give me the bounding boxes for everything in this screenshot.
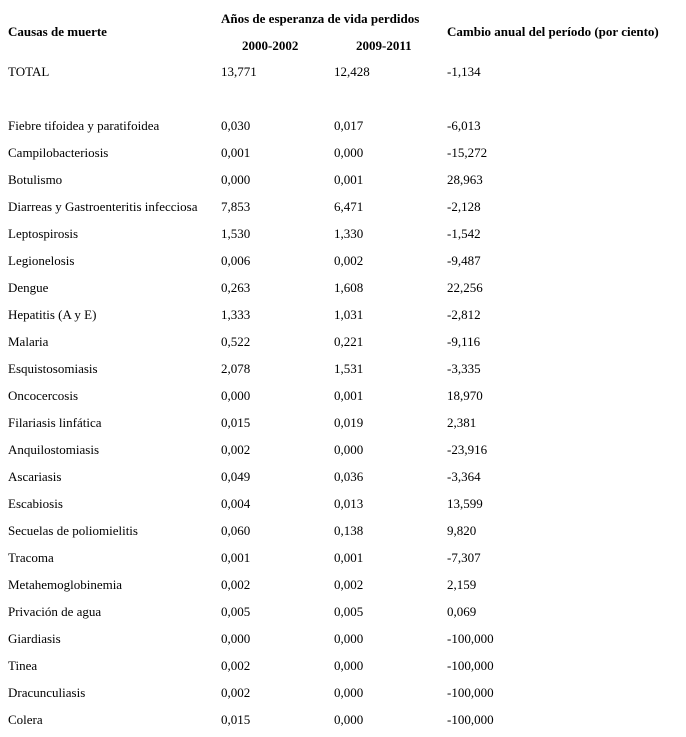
cell-cause: Leptospirosis [8,226,79,241]
cell-period1: 0,002 [221,442,251,457]
cell-period1: 0,004 [221,496,251,511]
cell-change: 2,381 [447,415,477,430]
table-row [0,145,686,161]
table-row [0,226,686,242]
table-row [0,361,686,377]
total-change: -1,134 [447,64,481,79]
cell-change: -9,487 [447,253,481,268]
header-annual-change: Cambio anual del período (por ciento) [447,24,659,39]
cell-period1: 0,002 [221,577,251,592]
cell-cause: Fiebre tifoidea y paratifoidea [8,118,160,133]
table-row [0,550,686,566]
cell-change: -3,364 [447,469,481,484]
cell-cause: Dracunculiasis [8,685,86,700]
cell-period1: 0,001 [221,550,251,565]
cell-period2: 0,036 [334,469,364,484]
cell-period2: 0,000 [334,631,364,646]
cell-change: -3,335 [447,361,481,376]
cell-change: 0,069 [447,604,477,619]
cell-cause: Malaria [8,334,49,349]
cell-change: 28,963 [447,172,483,187]
cell-change: -100,000 [447,631,494,646]
cell-period1: 2,078 [221,361,251,376]
cell-period2: 0,005 [334,604,364,619]
table-row [0,307,686,323]
cell-cause: Secuelas de poliomielitis [8,523,138,538]
cell-cause: Campilobacteriosis [8,145,109,160]
cell-period1: 7,853 [221,199,251,214]
cell-cause: Anquilostomiasis [8,442,100,457]
cell-cause: Privación de agua [8,604,102,619]
header-years-lost: Años de esperanza de vida perdidos [221,11,420,26]
cell-period2: 0,002 [334,253,364,268]
cell-cause: Colera [8,712,43,727]
total-period1: 13,771 [221,64,257,79]
cell-period1: 0,000 [221,388,251,403]
cell-period1: 0,002 [221,685,251,700]
cell-cause: Oncocercosis [8,388,79,403]
cell-period1: 0,049 [221,469,251,484]
cell-change: -15,272 [447,145,488,160]
cell-change: -100,000 [447,712,494,727]
cell-period2: 0,000 [334,658,364,673]
table-row [0,199,686,215]
cell-cause: Tinea [8,658,38,673]
cell-period1: 0,001 [221,145,251,160]
cell-cause: Escabiosis [8,496,63,511]
table-row [0,415,686,431]
cell-change: -6,013 [447,118,481,133]
cell-cause: Giardiasis [8,631,61,646]
cell-period1: 1,333 [221,307,251,322]
cell-period2: 0,019 [334,415,364,430]
cell-change: -23,916 [447,442,488,457]
cell-cause: Ascariasis [8,469,62,484]
cell-period1: 0,005 [221,604,251,619]
cell-period2: 0,000 [334,145,364,160]
total-label: TOTAL [8,64,50,79]
cell-cause: Filariasis linfática [8,415,102,430]
cell-period2: 0,000 [334,712,364,727]
cell-change: 2,159 [447,577,477,592]
cell-period2: 1,330 [334,226,364,241]
cell-period2: 0,017 [334,118,364,133]
cell-period1: 0,030 [221,118,251,133]
cell-period1: 0,002 [221,658,251,673]
table-row [0,253,686,269]
cell-period2: 0,013 [334,496,364,511]
cell-cause: Botulismo [8,172,63,187]
table-row [0,280,686,296]
cell-change: -100,000 [447,658,494,673]
cell-period2: 1,531 [334,361,364,376]
cell-cause: Legionelosis [8,253,75,268]
table-row [0,658,686,674]
cell-cause: Dengue [8,280,49,295]
cell-period2: 0,000 [334,442,364,457]
table-row [0,712,686,728]
cell-period1: 0,006 [221,253,251,268]
table-row [0,577,686,593]
cell-change: -9,116 [447,334,481,349]
cell-change: -1,542 [447,226,481,241]
cell-period2: 0,001 [334,388,364,403]
cell-period2: 0,001 [334,172,364,187]
table-row [0,442,686,458]
table-row [0,334,686,350]
header-causes: Causas de muerte [8,24,107,39]
cell-cause: Tracoma [8,550,54,565]
table-row [0,631,686,647]
cell-period1: 0,000 [221,172,251,187]
cell-change: -2,812 [447,307,481,322]
cell-period2: 0,138 [334,523,364,538]
header-period-2009-2011: 2009-2011 [356,38,412,53]
table-row [0,172,686,188]
cell-period2: 0,221 [334,334,364,349]
cell-change: 22,256 [447,280,483,295]
table-row [0,118,686,134]
header-period-2000-2002: 2000-2002 [242,38,299,53]
table-row [0,523,686,539]
cell-period2: 6,471 [334,199,364,214]
cell-period1: 0,015 [221,712,251,727]
cell-change: 9,820 [447,523,477,538]
cell-period1: 0,263 [221,280,251,295]
cell-period2: 0,000 [334,685,364,700]
cell-period1: 1,530 [221,226,251,241]
cell-period2: 1,608 [334,280,364,295]
table-row [0,496,686,512]
cell-change: -100,000 [447,685,494,700]
cell-period2: 0,002 [334,577,364,592]
table-row [0,388,686,404]
cell-cause: Esquistosomiasis [8,361,98,376]
cell-change: -7,307 [447,550,481,565]
total-row [0,64,686,80]
cell-period2: 1,031 [334,307,364,322]
cell-period1: 0,522 [221,334,251,349]
table-row [0,685,686,701]
cell-cause: Metahemoglobinemia [8,577,123,592]
table-row [0,604,686,620]
cell-period1: 0,000 [221,631,251,646]
cell-cause: Hepatitis (A y E) [8,307,97,322]
total-period2: 12,428 [334,64,370,79]
cell-period2: 0,001 [334,550,364,565]
cell-change: 13,599 [447,496,483,511]
cell-period1: 0,015 [221,415,251,430]
cell-change: -2,128 [447,199,481,214]
cell-cause: Diarreas y Gastroenteritis infecciosa [8,199,198,214]
cell-change: 18,970 [447,388,483,403]
cell-period1: 0,060 [221,523,251,538]
table-row [0,469,686,485]
